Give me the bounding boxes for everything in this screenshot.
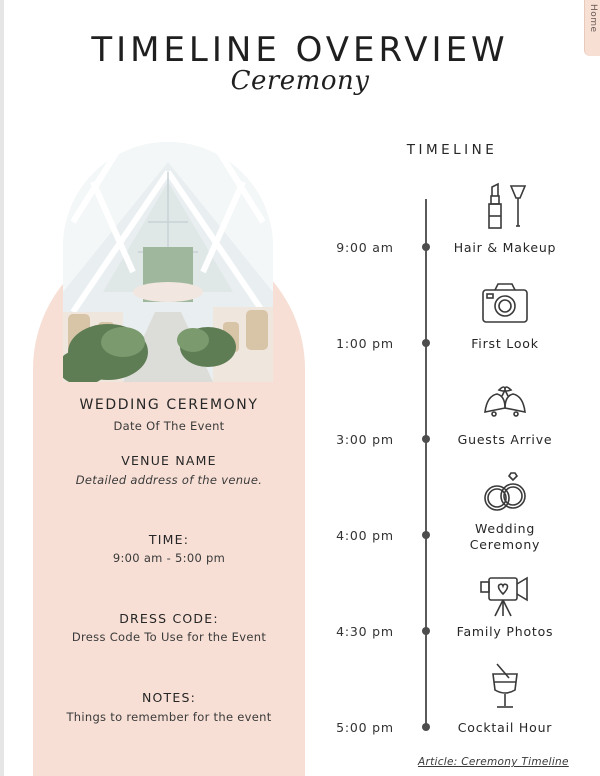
timeline-dot	[422, 243, 430, 251]
timeline-dot	[422, 339, 430, 347]
cocktail-icon	[475, 662, 535, 710]
timeline-dot	[422, 435, 430, 443]
timeline-event: Hair & Makeup	[453, 240, 557, 255]
dress-code-heading: DRESS CODE:	[119, 611, 219, 626]
time-value: 9:00 am - 5:00 pm	[112, 551, 226, 565]
timeline-time: 4:00 pm	[336, 528, 394, 543]
venue-address: Detailed address of the venue.	[75, 473, 263, 487]
notes-heading: NOTES:	[141, 690, 197, 705]
timeline-event: First Look	[471, 336, 539, 351]
camera-icon	[475, 280, 535, 328]
timeline-event-line: Wedding	[474, 521, 536, 536]
timeline-time: 5:00 pm	[336, 720, 394, 735]
time-heading: TIME:	[148, 532, 190, 547]
timeline-event: Cocktail Hour	[457, 720, 553, 735]
timeline-time: 1:00 pm	[336, 336, 394, 351]
page-subtitle: Ceremony	[230, 66, 370, 96]
timeline-dot	[422, 627, 430, 635]
event-title: WEDDING CEREMONY	[79, 397, 259, 413]
video-camera-icon	[475, 572, 535, 620]
timeline-dot	[422, 531, 430, 539]
rings-icon	[475, 470, 535, 518]
makeup-icon	[475, 182, 535, 230]
ceremony-venue-photo	[63, 142, 273, 382]
page-edge	[0, 0, 4, 776]
timeline-event-line: Ceremony	[469, 537, 541, 552]
event-date: Date Of The Event	[113, 419, 225, 433]
timeline-heading: TIMELINE	[406, 142, 498, 158]
timeline-time: 9:00 am	[336, 240, 394, 255]
article-link[interactable]: Article: Ceremony Timeline	[418, 756, 569, 768]
venue-heading: VENUE NAME	[121, 453, 217, 468]
timeline-dot	[422, 723, 430, 731]
timeline-event: Guests Arrive	[457, 432, 553, 447]
timeline-axis	[425, 199, 427, 729]
timeline-event	[440, 521, 570, 553]
page-title: TIMELINE OVERVIEW	[91, 30, 509, 70]
dress-code-value: Dress Code To Use for the Event	[71, 630, 267, 644]
notes-value: Things to remember for the event	[66, 710, 272, 724]
timeline-time: 3:00 pm	[336, 432, 394, 447]
home-tab-label: Home	[588, 4, 598, 33]
timeline-time: 4:30 pm	[336, 624, 394, 639]
timeline-event: Family Photos	[456, 624, 554, 639]
bells-icon	[475, 378, 535, 426]
